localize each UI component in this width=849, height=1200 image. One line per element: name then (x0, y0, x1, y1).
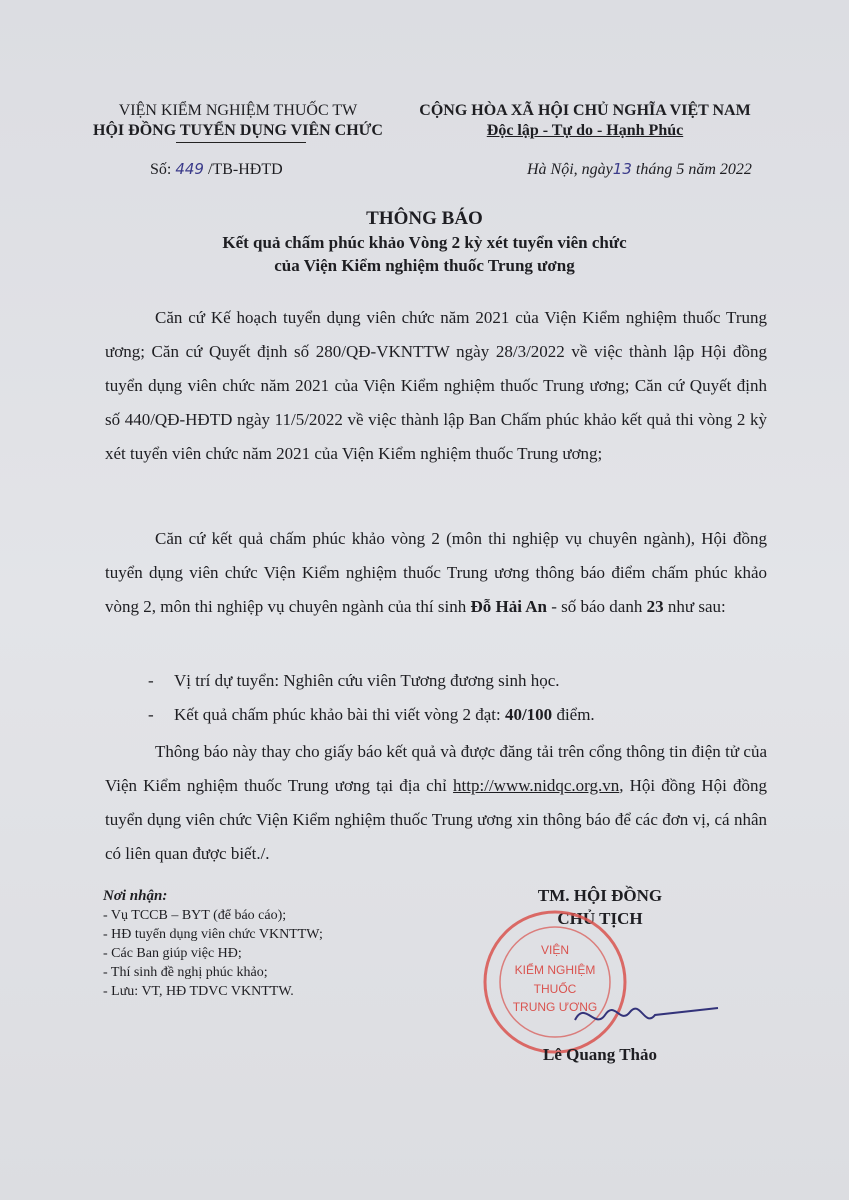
paragraph-2-text-c: như sau: (667, 597, 726, 616)
header-left (88, 101, 388, 141)
recipients-heading: Nơi nhận: (103, 888, 168, 904)
bullet-position: - Vị trí dự tuyển: Nghiên cứu viên Tương đương sinh học. (148, 671, 560, 690)
header-right (395, 101, 775, 141)
signer-name: Lê Quang Thảo (542, 1045, 657, 1064)
bullet-score-text-a: Kết quả chấm phúc khảo bài thi viết vòng 2 đạt: (174, 705, 501, 724)
document-title: THÔNG BÁO (366, 208, 483, 229)
signature-role: CHỦ TỊCH (557, 909, 643, 928)
number-suffix: /TB-HĐTD (207, 161, 283, 178)
paragraph-3 (105, 735, 767, 871)
candidate-number: 23 (646, 597, 664, 616)
motto: Độc lập - Tự do - Hạnh Phúc (486, 122, 684, 139)
document-date (527, 160, 752, 179)
recipient-item: - Thí sinh đề nghị phúc khảo; (103, 965, 268, 980)
document-subtitle-1: Kết quả chấm phúc khảo Vòng 2 kỳ xét tuyển viên chức (222, 233, 627, 252)
bullet-score: - Kết quả chấm phúc khảo bài thi viết vòng 2 đạt: 40/100 điểm. (148, 705, 595, 724)
country-name: CỘNG HÒA XÃ HỘI CHỦ NGHĨA VIỆT NAM (419, 102, 751, 119)
paragraph-1 (105, 301, 767, 471)
council-name: HỘI ĐỒNG TUYỂN DỤNG VIÊN CHỨC (93, 122, 383, 139)
candidate-name: Đỗ Hải An (470, 597, 547, 616)
bullet-position-text: Vị trí dự tuyển: Nghiên cứu viên Tương đương sinh học. (174, 671, 560, 690)
recipient-item: - HĐ tuyển dụng viên chức VKNTTW; (103, 927, 323, 942)
recipient-item: - Các Ban giúp việc HĐ; (103, 946, 242, 961)
recipient-item: - Vụ TCCB – BYT (để báo cáo); (103, 908, 287, 923)
paragraph-2-text-a: Căn cứ kết quả chấm phúc khảo vòng 2 (môn thi nghiệp vụ chuyên ngành), Hội đồng tuyển dụng viên chức Viện Kiểm nghiệm thuốc Trung ương thông báo điểm chấm phúc khảo vòng 2, môn thi nghiệp vụ chuyên ngành của thí sinh (105, 529, 767, 616)
number-value: 449 (175, 160, 204, 178)
handwritten-signature (570, 990, 720, 1040)
seal-line-4: TRUNG ƯƠNG (512, 1000, 598, 1014)
signature-title: TM. HỘI ĐỒNG (537, 886, 663, 905)
score-value: 40/100 (504, 705, 553, 724)
number-prefix: Số: (150, 161, 172, 178)
agency-name: VIỆN KIỂM NGHIỆM THUỐC TW (118, 102, 358, 119)
paragraph-3-text-b: , Hội đồng Hội đồng tuyển dụng viên chức Viện Kiểm nghiệm thuốc Trung ương xin thông báo để các đơn vị, cá nhân có liên quan được biết./. (105, 776, 768, 863)
paragraph-3-text-a: Thông báo này thay cho giấy báo kết quả và được đăng tải trên cổng thông tin điện tử của Viện Kiểm nghiệm thuốc Trung ương tại địa chỉ (105, 742, 767, 795)
document-subtitle-2: của Viện Kiểm nghiệm thuốc Trung ương (274, 256, 575, 275)
seal-line-2: KIỂM NGHIỆM (514, 963, 596, 977)
paragraph-2 (105, 522, 767, 624)
date-suffix: tháng 5 năm 2022 (635, 161, 752, 178)
seal-line-1: VIỆN (540, 943, 570, 957)
recipients (103, 887, 323, 1001)
date-prefix: Hà Nội, ngày (527, 161, 613, 178)
date-day: 13 (612, 160, 632, 178)
paragraph-2-text-b: - số báo danh (551, 597, 643, 616)
website-link[interactable]: http://www.nidqc.org.vn (453, 776, 620, 795)
document-number (150, 160, 283, 179)
signature-stroke (570, 990, 720, 1040)
recipient-item: - Lưu: VT, HĐ TDVC VKNTTW. (103, 984, 294, 999)
paragraph-1-text: Căn cứ Kế hoạch tuyển dụng viên chức năm 2021 của Viện Kiểm nghiệm thuốc Trung ương; Căn cứ Quyết định số 280/QĐ-VKNTTW ngày 28/3/2022 về việc thành lập Hội đồng tuyển dụng viên chức năm 2021 của Viện Kiểm nghiệm thuốc Trung ương; Căn cứ Quyết định số 440/QĐ-HĐTD ngày 11/5/2022 về việc thành lập Ban Chấm phúc khảo kết quả thi vòng 2 kỳ xét tuyển viên chức năm 2021 của Viện Kiểm nghiệm thuốc Trung ương; (105, 308, 767, 463)
seal-line-3: THUỐC (533, 982, 577, 996)
header-left-underline (176, 142, 306, 143)
bullet-score-text-b: điểm. (556, 705, 595, 724)
